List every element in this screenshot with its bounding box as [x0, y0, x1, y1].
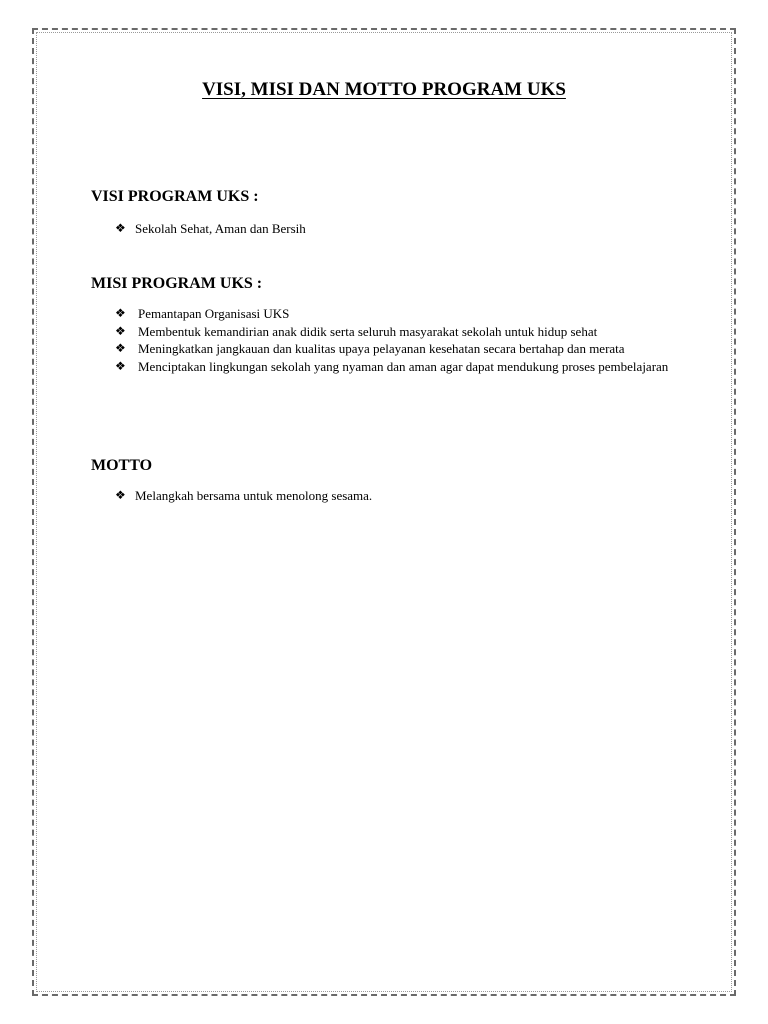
motto-item-text: Melangkah bersama untuk menolong sesama.	[135, 488, 373, 503]
motto-heading: MOTTO	[91, 457, 153, 474]
page-border	[32, 28, 736, 996]
diamond-bullet-icon: ❖	[115, 221, 126, 235]
motto-list	[115, 487, 678, 505]
diamond-bullet-icon: ❖	[115, 341, 126, 355]
list-item	[115, 358, 678, 376]
misi-item-text: Pemantapan Organisasi UKS	[138, 306, 290, 321]
diamond-bullet-icon: ❖	[115, 358, 126, 373]
visi-list	[115, 220, 678, 238]
list-item	[115, 340, 678, 358]
misi-item-text: Menciptakan lingkungan sekolah yang nyaman dan aman agar dapat mendukung proses pembelajaran	[138, 358, 669, 374]
visi-item-text: Sekolah Sehat, Aman dan Bersih	[135, 221, 306, 236]
misi-item-text: Meningkatkan jangkauan dan kualitas upaya pelayanan kesehatan secara bertahap dan merata	[138, 341, 625, 356]
list-item	[115, 305, 678, 323]
misi-list	[115, 305, 678, 375]
diamond-bullet-icon: ❖	[115, 306, 126, 320]
list-item	[115, 220, 678, 238]
list-item	[115, 323, 678, 341]
document-title: VISI, MISI DAN MOTTO PROGRAM UKS	[202, 79, 566, 100]
list-item	[115, 487, 678, 505]
visi-heading: VISI PROGRAM UKS :	[91, 188, 259, 205]
diamond-bullet-icon: ❖	[115, 488, 126, 502]
misi-heading: MISI PROGRAM UKS :	[91, 275, 263, 292]
misi-item-text: Membentuk kemandirian anak didik serta seluruh masyarakat sekolah untuk hidup sehat	[138, 323, 598, 339]
diamond-bullet-icon: ❖	[115, 323, 126, 338]
